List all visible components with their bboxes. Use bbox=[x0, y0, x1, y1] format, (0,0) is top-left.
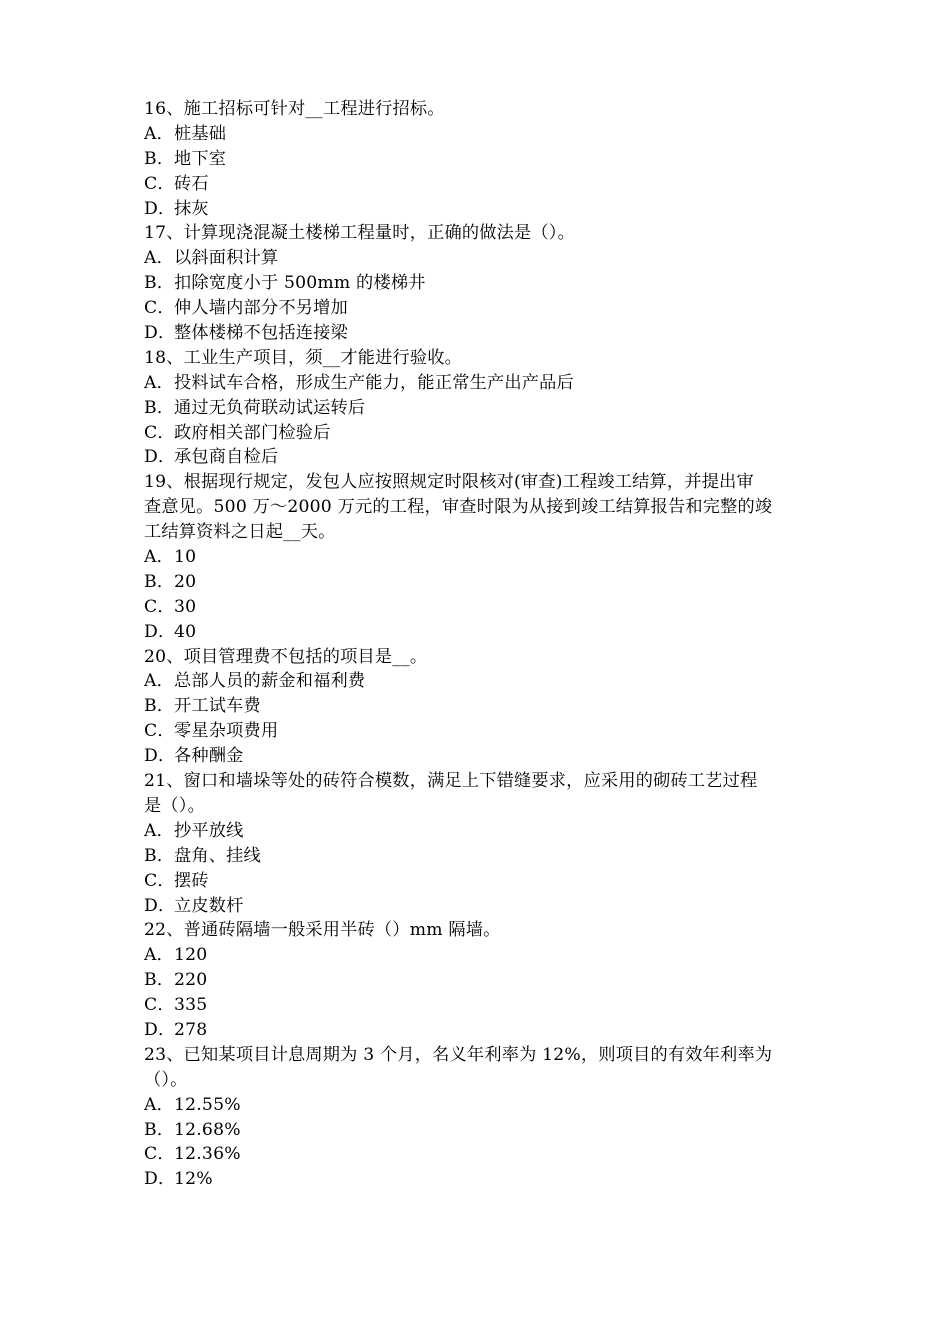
question-stem-line: 22、普通砖隔墙一般采用半砖（）mm 隔墙。 bbox=[144, 920, 501, 941]
option-text: 30 bbox=[174, 596, 197, 617]
question-list bbox=[144, 97, 812, 1192]
answer-option bbox=[144, 122, 812, 147]
option-text: 12.55% bbox=[174, 1094, 241, 1115]
option-text: 盘角、挂线 bbox=[174, 845, 261, 866]
option-letter: D． bbox=[144, 1169, 176, 1190]
question-stem-line: 是（）。 bbox=[144, 795, 205, 816]
answer-option bbox=[144, 620, 812, 645]
option-letter: A． bbox=[144, 372, 174, 393]
answer-option bbox=[144, 147, 812, 172]
question-stem-line: 19、根据现行规定，发包人应按照规定时限核对(审查)工程竣工结算，并提出审 bbox=[144, 472, 754, 493]
option-text: 278 bbox=[174, 1019, 208, 1040]
option-letter: B． bbox=[144, 696, 175, 717]
question-stem-line: 21、窗口和墙垛等处的砖符合模数，满足上下错缝要求，应采用的砌砖工艺过程 bbox=[144, 771, 758, 792]
option-letter: B． bbox=[144, 1119, 175, 1140]
answer-option bbox=[144, 844, 812, 869]
answer-option bbox=[144, 371, 812, 396]
option-letter: C． bbox=[144, 721, 175, 742]
option-letter: C． bbox=[144, 870, 175, 891]
answer-option bbox=[144, 819, 812, 844]
question-stem-line: （）。 bbox=[144, 1069, 188, 1090]
option-text: 抹灰 bbox=[174, 198, 209, 219]
question-stem-line: 16、施工招标可针对__工程进行招标。 bbox=[144, 99, 445, 119]
option-text: 10 bbox=[174, 547, 197, 568]
answer-option bbox=[144, 943, 812, 968]
option-text: 220 bbox=[174, 970, 208, 991]
question-stem-line: 23、已知某项目计息周期为 3 个月，名义年利率为 12%，则项目的有效年利率为 bbox=[144, 1044, 773, 1065]
answer-option bbox=[144, 694, 812, 719]
answer-option bbox=[144, 968, 812, 993]
option-letter: B． bbox=[144, 970, 175, 991]
option-letter: C． bbox=[144, 995, 175, 1016]
question-stem-line: 工结算资料之日起__天。 bbox=[144, 522, 336, 543]
option-text: 零星杂项费用 bbox=[174, 721, 279, 742]
answer-option bbox=[144, 570, 812, 595]
option-text: 承包商自检后 bbox=[174, 447, 279, 468]
answer-option bbox=[144, 744, 812, 769]
option-text: 335 bbox=[174, 995, 208, 1016]
question-block bbox=[144, 645, 812, 769]
option-letter: B． bbox=[144, 397, 175, 418]
answer-option bbox=[144, 669, 812, 694]
question-block bbox=[144, 97, 812, 221]
option-letter: A． bbox=[144, 547, 174, 568]
option-letter: C． bbox=[144, 422, 175, 443]
option-text: 以斜面积计算 bbox=[174, 248, 279, 269]
option-text: 总部人员的薪金和福利费 bbox=[174, 671, 366, 692]
option-letter: B． bbox=[144, 148, 175, 169]
answer-option bbox=[144, 595, 812, 620]
answer-option bbox=[144, 271, 812, 296]
option-letter: C． bbox=[144, 1144, 175, 1165]
option-letter: A． bbox=[144, 671, 174, 692]
answer-option bbox=[144, 869, 812, 894]
answer-option bbox=[144, 246, 812, 271]
option-text: 伸人墙内部分不另增加 bbox=[174, 298, 348, 319]
option-letter: D． bbox=[144, 323, 176, 344]
option-text: 投料试车合格，形成生产能力，能正常生产出产品后 bbox=[174, 372, 574, 393]
option-text: 20 bbox=[174, 571, 197, 592]
option-text: 开工试车费 bbox=[174, 696, 261, 717]
option-text: 抄平放线 bbox=[174, 820, 244, 841]
option-letter: A． bbox=[144, 1094, 174, 1115]
option-text: 12.36% bbox=[174, 1144, 241, 1165]
option-letter: A． bbox=[144, 248, 174, 269]
answer-option bbox=[144, 396, 812, 421]
answer-option bbox=[144, 296, 812, 321]
answer-option bbox=[144, 445, 812, 470]
answer-option bbox=[144, 1018, 812, 1043]
option-letter: D． bbox=[144, 447, 176, 468]
question-block bbox=[144, 221, 812, 345]
question-stem-line: 17、计算现浇混凝土楼梯工程量时，正确的做法是（）。 bbox=[144, 223, 575, 244]
answer-option bbox=[144, 421, 812, 446]
answer-option bbox=[144, 197, 812, 222]
answer-option bbox=[144, 993, 812, 1018]
option-text: 砖石 bbox=[174, 173, 209, 194]
option-letter: D． bbox=[144, 621, 176, 642]
answer-option bbox=[144, 1142, 812, 1167]
question-block bbox=[144, 1043, 812, 1192]
option-letter: C． bbox=[144, 298, 175, 319]
option-text: 立皮数杆 bbox=[174, 895, 244, 916]
question-block bbox=[144, 769, 812, 918]
question-block bbox=[144, 470, 812, 644]
option-text: 摆砖 bbox=[174, 870, 209, 891]
option-text: 桩基础 bbox=[174, 123, 227, 144]
option-letter: D． bbox=[144, 1019, 176, 1040]
answer-option bbox=[144, 172, 812, 197]
option-letter: D． bbox=[144, 746, 176, 767]
option-letter: C． bbox=[144, 173, 175, 194]
option-text: 整体楼梯不包括连接梁 bbox=[174, 323, 348, 344]
option-letter: A． bbox=[144, 820, 174, 841]
question-block bbox=[144, 346, 812, 470]
answer-option bbox=[144, 894, 812, 919]
option-letter: D． bbox=[144, 198, 176, 219]
option-letter: B． bbox=[144, 571, 175, 592]
question-stem-line: 20、项目管理费不包括的项目是__。 bbox=[144, 646, 428, 667]
answer-option bbox=[144, 321, 812, 346]
option-letter: B． bbox=[144, 845, 175, 866]
option-letter: A． bbox=[144, 123, 174, 144]
option-text: 120 bbox=[174, 945, 208, 966]
option-text: 12.68% bbox=[174, 1119, 241, 1140]
answer-option bbox=[144, 1118, 812, 1143]
question-stem-line: 18、工业生产项目，须__才能进行验收。 bbox=[144, 347, 463, 368]
option-text: 12% bbox=[174, 1169, 213, 1190]
option-letter: D． bbox=[144, 895, 176, 916]
question-block bbox=[144, 918, 812, 1042]
answer-option bbox=[144, 545, 812, 570]
option-text: 各种酬金 bbox=[174, 746, 244, 767]
answer-option bbox=[144, 1167, 812, 1192]
option-text: 地下室 bbox=[174, 148, 227, 169]
answer-option bbox=[144, 1093, 812, 1118]
option-letter: A． bbox=[144, 945, 174, 966]
option-text: 政府相关部门检验后 bbox=[174, 422, 331, 443]
option-text: 扣除宽度小于 500mm 的楼梯井 bbox=[174, 273, 426, 294]
answer-option bbox=[144, 719, 812, 744]
option-text: 通过无负荷联动试运转后 bbox=[174, 397, 366, 418]
option-letter: C． bbox=[144, 596, 175, 617]
option-text: 40 bbox=[174, 621, 197, 642]
question-stem-line: 查意见。500 万～2000 万元的工程，审查时限为从接到竣工结算报告和完整的竣 bbox=[144, 497, 773, 518]
option-letter: B． bbox=[144, 273, 175, 294]
